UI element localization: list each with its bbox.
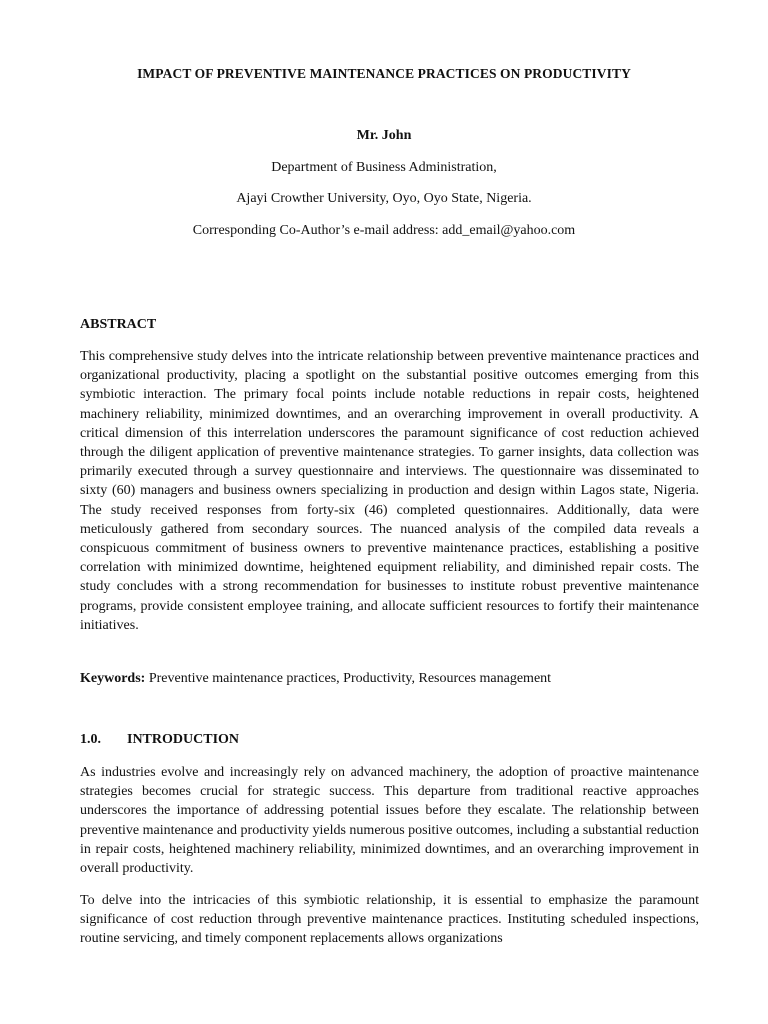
abstract-heading: ABSTRACT [80,317,157,332]
corresponding-email: Corresponding Co-Author’s e-mail address: add_email@yahoo.com [192,223,576,238]
keywords-label: Keywords: [80,671,146,686]
author-university: Ajayi Crowther University, Oyo, Oyo State, Nigeria. [236,191,532,206]
abstract-text: This comprehensive study delves into the intricate relationship between preventive maintenance practices and organizational productivity, placing a spotlight on the substantial positive outcomes emerging from this symbiotic interaction. The primary focal points include notable reductions in repair costs, heightened machinery reliability, minimized downtimes, and an overarching improvement in overall productivity. A critical dimension of this interrelation underscores the paramount significance of cost reduction achieved through the diligent application of preventive maintenance strategies. To garner insights, data collection was primarily executed through a survey questionnaire and interviews. The questionnaire was disseminated to sixty (60) managers and business owners specializing in production and design within Lagos state, Nigeria. The study received responses from forty-six (46) completed questionnaires. Additionally, data were meticulously gathered from secondary sources. The nuanced analysis of the compiled data reveals a conspicuous commitment of business owners to preventive maintenance practices, establishing a positive correlation with minimized downtime, heightened equipment reliability, and diminished repair costs. The study concludes with a strong recommendation for businesses to institute robust preventive maintenance programs, provide consistent employee training, and allocate sufficient resources to fortify their maintenance initiatives. [80,349,699,633]
author-name: Mr. John [356,128,412,143]
introduction-paragraph-1: As industries evolve and increasingly rely on advanced machinery, the adoption of proactive maintenance strategies becomes crucial for strategic success. This departure from traditional reactive approaches underscores the importance of addressing potential issues before they escalate. The relationship between preventive maintenance and productivity yields numerous positive outcomes, including a substantial reduction in repair costs, heightened machinery reliability, minimized downtimes, and an overarching improvement in overall productivity. [80,765,699,877]
paper-title: IMPACT OF PREVENTIVE MAINTENANCE PRACTICES ON PRODUCTIVITY [137,66,631,81]
section-number: 1.0. [80,732,101,747]
author-department: Department of Business Administration, [271,160,497,175]
introduction-heading [80,732,239,748]
introduction-paragraph-2: To delve into the intricacies of this symbiotic relationship, it is essential to emphasize the paramount significance of cost reduction through preventive maintenance practices. Instituting scheduled inspections, routine servicing, and timely component replacements allows organizations [80,893,699,947]
section-title: INTRODUCTION [127,732,240,747]
keywords-text: Preventive maintenance practices, Productivity, Resources management [145,671,552,686]
keywords-line [80,669,699,688]
